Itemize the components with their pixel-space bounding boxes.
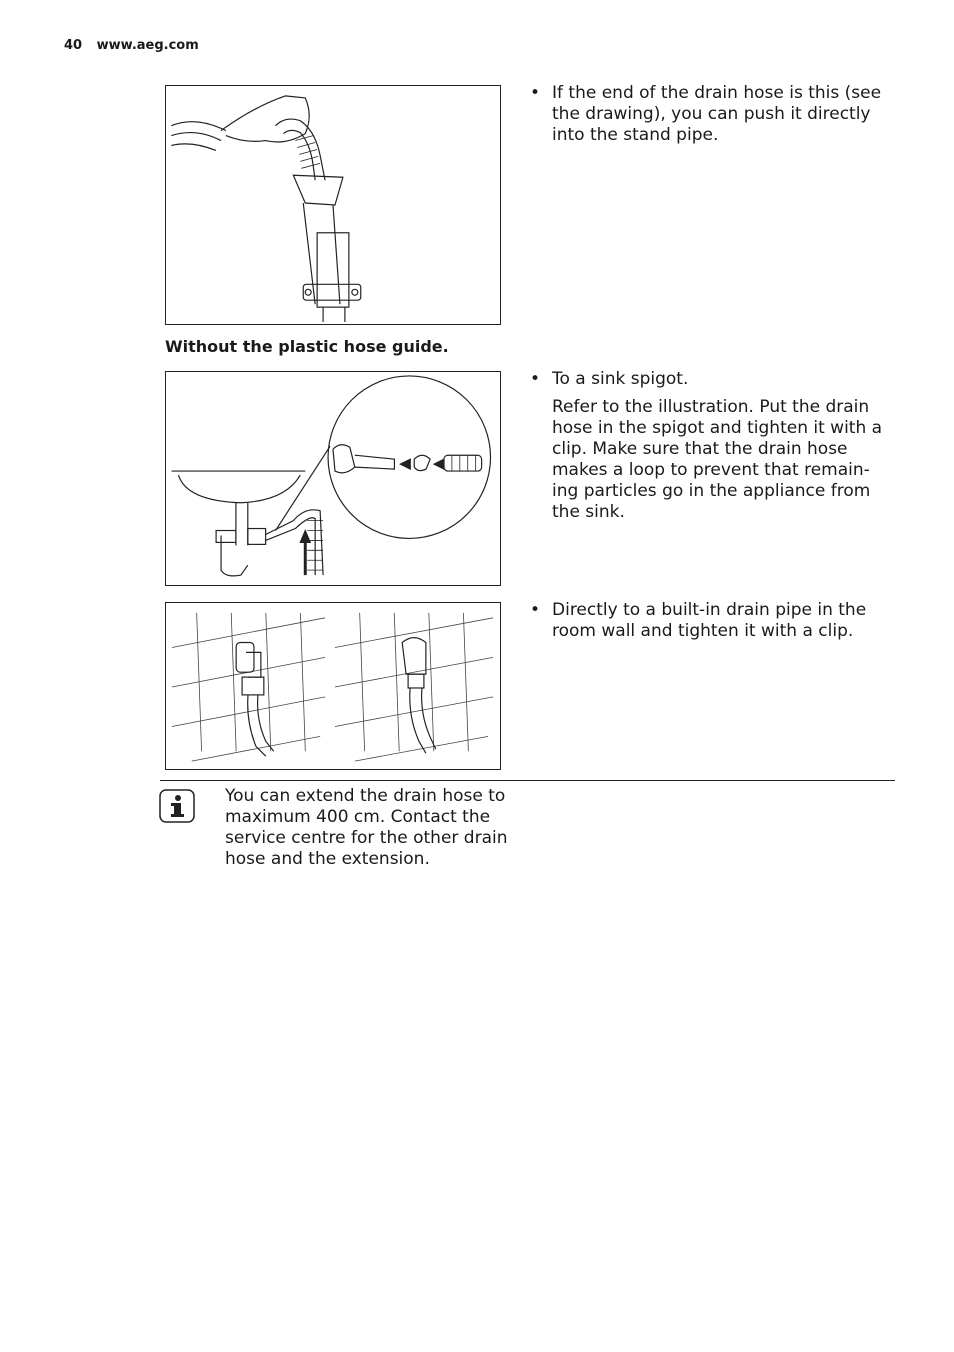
bullet-dot: • xyxy=(530,83,541,103)
figure-wall-drain xyxy=(165,602,501,770)
bullet-sink-spigot xyxy=(530,369,890,523)
figure-sink-spigot xyxy=(165,371,501,586)
bullet-dot: • xyxy=(530,369,541,389)
info-icon xyxy=(158,786,196,824)
page-number: 40 xyxy=(64,38,83,53)
bullet-text: Directly to a built-in drain pipe in the room wall and tighten it with a clip. xyxy=(552,600,867,641)
bullet-wall-drain xyxy=(530,600,890,642)
sink-spigot-illustration xyxy=(166,372,500,585)
bullet-text: To a sink spigot. xyxy=(552,369,689,389)
bullet-stand-pipe xyxy=(530,83,890,146)
page-header xyxy=(64,38,199,53)
bullet-dot: • xyxy=(530,600,541,620)
section-divider xyxy=(160,780,895,781)
info-note: You can extend the drain hose to maximum 400 cm. Contact the service centre for the other drain hose and the extension. xyxy=(225,786,508,869)
stand-pipe-illustration xyxy=(166,86,500,324)
bullet-text: If the end of the drain hose is this (see the drawing), you can push it directly into the stand pipe. xyxy=(552,83,882,145)
sink-spigot-detail: Refer to the illustration. Put the drain hose in the spigot and tighten it with a clip. Make sure that the drain hose makes a loop to prevent that remain-ing particles go in the appliance from the sink. xyxy=(552,397,883,522)
wall-drain-illustration xyxy=(166,603,500,769)
site-url: www.aeg.com xyxy=(96,38,199,53)
figure-stand-pipe xyxy=(165,85,501,325)
caption-without-hose-guide: Without the plastic hose guide. xyxy=(165,337,449,356)
